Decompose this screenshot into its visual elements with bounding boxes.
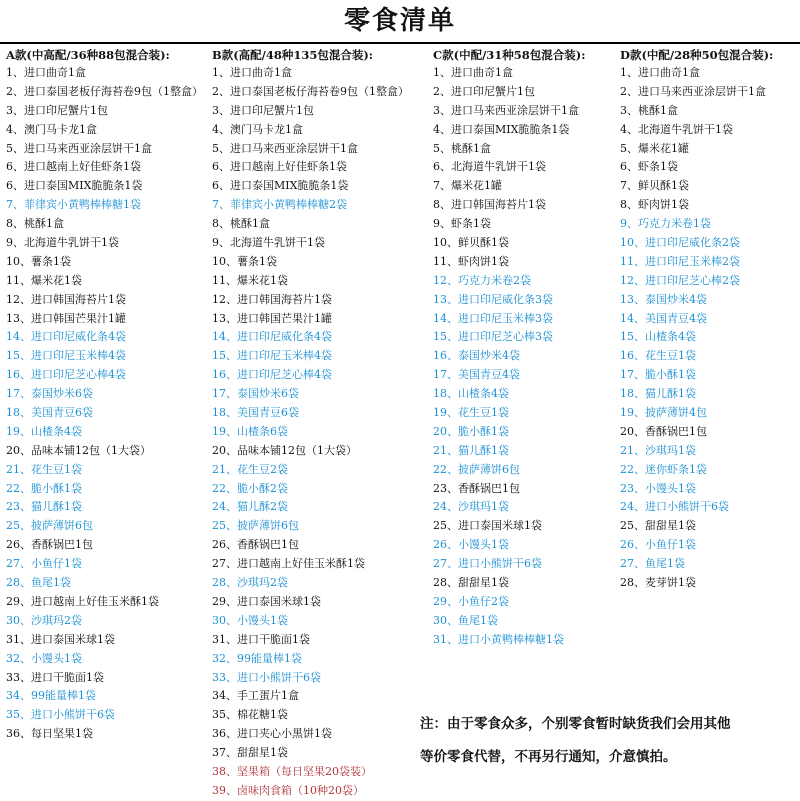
column-d-heading: D款(中配/28种50包混合装):: [620, 48, 774, 62]
list-item: 21、沙琪玛1袋: [620, 443, 696, 457]
list-item: 7、鲜贝酥1袋: [620, 179, 689, 193]
list-item: 5、进口马来西亚涂层饼干1盒: [212, 141, 358, 155]
list-item: 6、进口泰国MIX脆脆条1袋: [6, 179, 143, 193]
list-item: 32、小馒头1袋: [6, 651, 82, 665]
list-item: 28、麦芽饼1袋: [620, 576, 696, 590]
list-item: 1、进口曲奇1盒: [433, 66, 513, 79]
list-item: 16、泰国炒米4袋: [433, 349, 520, 363]
list-item: 18、美国青豆6袋: [212, 406, 299, 420]
list-item: 1、进口曲奇1盒: [620, 66, 700, 79]
list-item: 17、脆小酥1袋: [620, 368, 696, 382]
list-item: 19、山楂条4袋: [6, 424, 82, 438]
list-item: 20、品味本铺12包（1大袋）: [212, 443, 357, 457]
list-item: 24、沙琪玛1袋: [433, 500, 509, 514]
list-item: 21、花生豆1袋: [6, 462, 82, 476]
list-item: 12、进口印尼芝心棒2袋: [620, 273, 740, 287]
list-item: 27、鱼尾1袋: [620, 557, 685, 571]
list-item: 2、进口马来西亚涂层饼干1盒: [620, 84, 766, 98]
list-item: 3、进口印尼蟹片1包: [6, 103, 108, 117]
column-c: [433, 46, 623, 650]
list-item: 7、菲律宾小黄鸭棒棒糖1袋: [6, 198, 141, 212]
list-item: 12、巧克力米卷2袋: [433, 273, 531, 287]
list-item: 21、猫儿酥1袋: [433, 443, 509, 457]
page-title: 零食清单: [343, 6, 456, 36]
list-item: 28、甜甜星1袋: [433, 576, 509, 590]
list-item: 14、美国青豆4袋: [620, 311, 707, 325]
list-item: 31、进口干脆面1袋: [212, 632, 310, 646]
column-b-list: [212, 64, 434, 801]
list-item: 6、进口泰国MIX脆脆条1袋: [212, 179, 349, 193]
column-b-heading: B款(高配/48种135包混合装):: [212, 48, 374, 62]
column-a: [6, 46, 211, 744]
list-item: 31、进口小黄鸭棒棒糖1袋: [433, 632, 564, 646]
list-item: 23、香酥锅巴1包: [433, 481, 520, 495]
list-item: 11、爆米花1袋: [212, 273, 288, 287]
list-item: 22、脆小酥1袋: [6, 481, 82, 495]
list-item: 34、手工蛋片1盒: [212, 689, 299, 703]
list-item: 13、进口印尼威化条3袋: [433, 292, 553, 306]
list-item: 22、披萨薄饼6包: [433, 462, 520, 476]
list-item: 15、进口印尼玉米棒4袋: [212, 349, 332, 363]
list-item: 11、爆米花1袋: [6, 273, 82, 287]
list-item: 9、北海道牛乳饼干1袋: [6, 236, 119, 250]
list-item: 17、泰国炒米6袋: [212, 387, 299, 401]
list-item: 16、花生豆1袋: [620, 349, 696, 363]
list-item: 5、爆米花1罐: [620, 141, 689, 155]
list-item: 29、小鱼仔2袋: [433, 594, 509, 608]
list-item: 24、进口小熊饼干6袋: [620, 500, 729, 514]
list-item: 35、棉花糖1袋: [212, 708, 288, 722]
list-item: 17、泰国炒米6袋: [6, 387, 93, 401]
list-item: 12、进口韩国海苔片1袋: [212, 292, 332, 306]
list-item: 1、进口曲奇1盒: [212, 66, 292, 79]
list-item: 14、进口印尼威化条4袋: [212, 330, 332, 344]
list-item: 15、山楂条4袋: [620, 330, 696, 344]
list-item: 18、猫儿酥1袋: [620, 387, 696, 401]
list-item: 34、99能量棒1袋: [6, 689, 96, 703]
list-item: 22、迷你虾条1袋: [620, 462, 707, 476]
list-item: 8、虾肉饼1袋: [620, 198, 689, 212]
list-item: 36、进口夹心小黑饼1袋: [212, 727, 332, 741]
list-item: 28、鱼尾1袋: [6, 576, 71, 590]
list-item: 2、进口印尼蟹片1包: [433, 84, 535, 98]
list-item: 19、山楂条6袋: [212, 424, 288, 438]
list-item: 38、坚果箱（每日坚果20袋装）: [212, 764, 372, 778]
list-item: 14、进口印尼玉米棒3袋: [433, 311, 553, 325]
list-item: 20、脆小酥1袋: [433, 424, 509, 438]
list-item: 26、香酥锅巴1包: [212, 538, 299, 552]
column-c-heading: C款(中配/31种58包混合装):: [433, 48, 586, 62]
list-item: 35、进口小熊饼干6袋: [6, 708, 115, 722]
list-item: 25、甜甜星1袋: [620, 519, 696, 533]
list-item: 19、花生豆1袋: [433, 406, 509, 420]
list-item: 4、进口泰国MIX脆脆条1袋: [433, 122, 570, 136]
list-item: 33、进口干脆面1袋: [6, 670, 104, 684]
list-item: 2、进口泰国老板仔海苔卷9包（1整盒）: [6, 84, 203, 98]
list-item: 10、进口印尼威化条2袋: [620, 236, 740, 250]
list-item: 25、进口泰国米球1袋: [433, 519, 542, 533]
list-item: 10、薯条1袋: [212, 254, 277, 268]
list-item: 7、爆米花1罐: [433, 179, 502, 193]
list-item: 31、进口泰国米球1袋: [6, 632, 115, 646]
list-item: 26、小馒头1袋: [433, 538, 509, 552]
column-a-heading: A款(中高配/36种88包混合装):: [6, 48, 170, 62]
list-item: 30、鱼尾1袋: [433, 613, 498, 627]
list-item: 17、美国青豆4袋: [433, 368, 520, 382]
list-item: 24、猫儿酥2袋: [212, 500, 288, 514]
list-item: 27、进口越南上好佳玉米酥1袋: [212, 557, 365, 571]
list-item: 4、澳门马卡龙1盒: [6, 122, 97, 136]
list-item: 12、进口韩国海苔片1袋: [6, 292, 126, 306]
list-item: 30、沙琪玛2袋: [6, 613, 82, 627]
list-item: 6、进口越南上好佳虾条1袋: [212, 160, 347, 174]
list-item: 8、桃酥1盒: [212, 217, 270, 231]
list-item: 22、脆小酥2袋: [212, 481, 288, 495]
substitution-note: [420, 708, 795, 774]
list-item: 16、进口印尼芝心棒4袋: [6, 368, 126, 382]
list-item: 27、进口小熊饼干6袋: [433, 557, 542, 571]
list-item: 21、花生豆2袋: [212, 462, 288, 476]
list-item: 8、桃酥1盒: [6, 217, 64, 231]
list-item: 23、小馒头1袋: [620, 481, 696, 495]
list-item: 4、北海道牛乳饼干1袋: [620, 122, 733, 136]
note-line-1: 注：由于零食众多，个别零食暂时缺货我们会用其他: [420, 716, 731, 732]
list-item: 26、香酥锅巴1包: [6, 538, 93, 552]
list-item: 11、进口印尼玉米棒2袋: [620, 254, 740, 268]
list-item: 25、披萨薄饼6包: [6, 519, 93, 533]
list-item: 15、进口印尼芝心棒3袋: [433, 330, 553, 344]
list-item: 1、进口曲奇1盒: [6, 66, 86, 79]
list-item: 16、进口印尼芝心棒4袋: [212, 368, 332, 382]
list-item: 13、进口韩国芒果汁1罐: [212, 311, 332, 325]
list-item: 18、美国青豆6袋: [6, 406, 93, 420]
list-item: 10、薯条1袋: [6, 254, 71, 268]
list-item: 6、虾条1袋: [620, 160, 678, 174]
list-item: 9、北海道牛乳饼干1袋: [212, 236, 325, 250]
list-item: 3、进口印尼蟹片1包: [212, 103, 314, 117]
list-item: 20、香酥锅巴1包: [620, 424, 707, 438]
list-item: 23、猫儿酥1袋: [6, 500, 82, 514]
list-item: 29、进口越南上好佳玉米酥1袋: [6, 594, 159, 608]
list-item: 29、进口泰国米球1袋: [212, 594, 321, 608]
column-d: [620, 46, 800, 593]
list-item: 13、泰国炒米4袋: [620, 292, 707, 306]
list-item: 19、披萨薄饼4包: [620, 406, 707, 420]
list-item: 4、澳门马卡龙1盒: [212, 122, 303, 136]
list-item: 25、披萨薄饼6包: [212, 519, 299, 533]
list-item: 5、桃酥1盒: [433, 141, 491, 155]
list-item: 2、进口泰国老板仔海苔卷9包（1整盒）: [212, 84, 409, 98]
list-item: 37、甜甜星1袋: [212, 746, 288, 760]
list-item: 27、小鱼仔1袋: [6, 557, 82, 571]
list-item: 6、北海道牛乳饼干1袋: [433, 160, 546, 174]
list-item: 3、进口马来西亚涂层饼干1盒: [433, 103, 579, 117]
column-a-list: [6, 64, 211, 744]
list-item: 30、小馒头1袋: [212, 613, 288, 627]
list-item: 15、进口印尼玉米棒4袋: [6, 349, 126, 363]
list-item: 5、进口马来西亚涂层饼干1盒: [6, 141, 152, 155]
list-item: 6、进口越南上好佳虾条1袋: [6, 160, 141, 174]
list-item: 39、卤味肉食箱（10种20袋）: [212, 783, 364, 797]
list-item: 20、品味本铺12包（1大袋）: [6, 443, 151, 457]
column-c-list: [433, 64, 623, 650]
list-item: 26、小鱼仔1袋: [620, 538, 696, 552]
list-item: 13、进口韩国芒果汁1罐: [6, 311, 126, 325]
note-line-2: 等价零食代替，不再另行通知，介意慎拍。: [420, 749, 677, 765]
list-item: 7、菲律宾小黄鸭棒棒糖2袋: [212, 198, 347, 212]
list-item: 8、进口韩国海苔片1袋: [433, 198, 546, 212]
column-b: [212, 46, 434, 801]
list-item: 11、虾肉饼1袋: [433, 254, 509, 268]
title-divider: [0, 42, 800, 44]
list-item: 33、进口小熊饼干6袋: [212, 670, 321, 684]
list-item: 9、巧克力米卷1袋: [620, 217, 711, 231]
list-item: 32、99能量棒1袋: [212, 651, 302, 665]
list-item: 9、虾条1袋: [433, 217, 491, 231]
list-item: 18、山楂条4袋: [433, 387, 509, 401]
column-d-list: [620, 64, 800, 593]
list-item: 3、桃酥1盒: [620, 103, 678, 117]
list-item: 28、沙琪玛2袋: [212, 576, 288, 590]
list-item: 10、鲜贝酥1袋: [433, 236, 509, 250]
list-item: 36、每日坚果1袋: [6, 727, 93, 741]
list-item: 14、进口印尼威化条4袋: [6, 330, 126, 344]
